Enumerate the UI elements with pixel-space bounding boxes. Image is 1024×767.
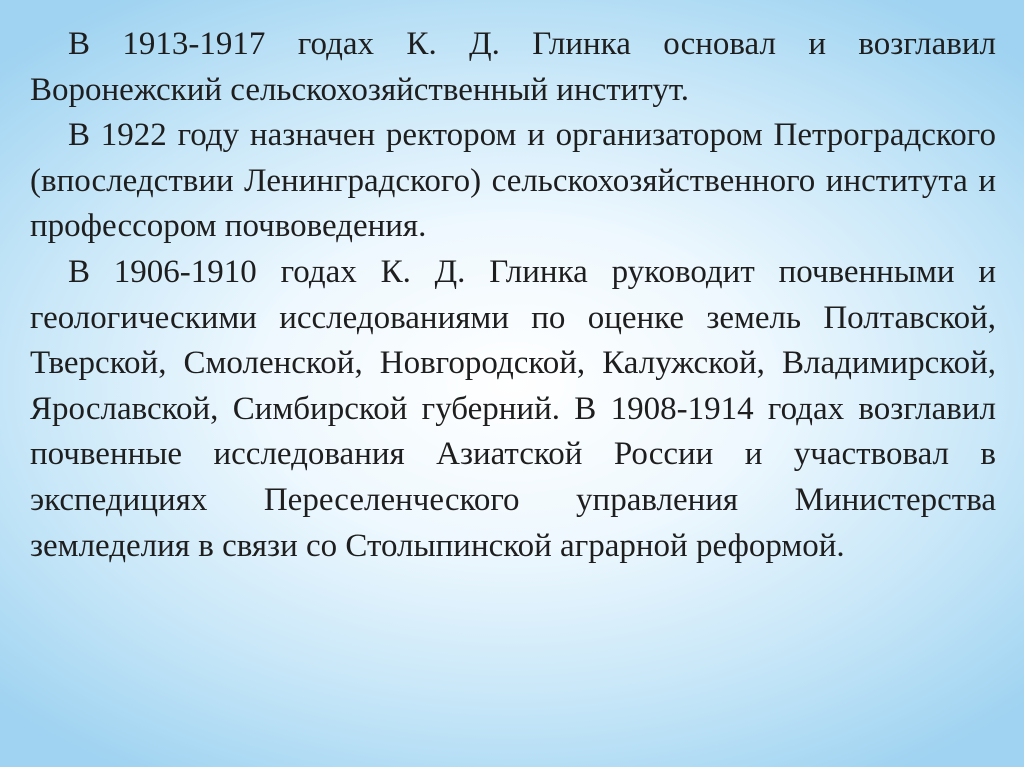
slide-text-body xyxy=(30,22,996,569)
paragraph-voronezh-institute: В 1913-1917 годах К. Д. Глинка основал и возглавил Воронежский сельскохозяйственный институт. xyxy=(30,26,996,108)
paragraph-soil-research: В 1906-1910 годах К. Д. Глинка руководит почвенными и геологическими исследованиями по оценке земель Полтавской, Тверской, Смоленской, Новгородской, Калужской, Владимирской, Ярославской, Симбирской губерний. В 1908-1914 годах возглавил почвенные исследования Азиатской России и участвовал в экспедициях Переселенческого управления Министерства земледелия в связи со Столыпинской аграрной реформой. xyxy=(30,253,996,564)
paragraph-petrograd-rector: В 1922 году назначен ректором и организатором Петроградского (впоследствии Ленинградского) сельскохозяйственного института и профессором почвоведения. xyxy=(30,117,996,245)
